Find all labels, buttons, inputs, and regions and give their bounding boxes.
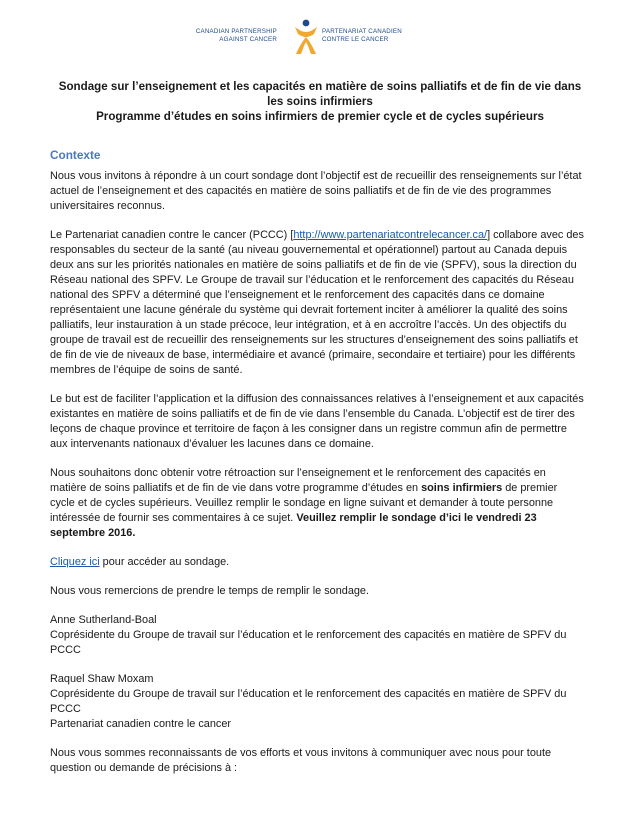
logo-en-line1: CANADIAN PARTNERSHIP: [195, 28, 277, 35]
logo-fr-line1: PARTENARIAT CANADIEN: [322, 28, 402, 35]
document-title: [40, 79, 600, 124]
logo-fr-line2: CONTRE LE CANCER: [322, 36, 389, 43]
title-line2: les soins infirmiers: [267, 95, 373, 108]
section-heading: Contexte: [50, 148, 101, 162]
signature-2: [50, 672, 585, 732]
paragraph-contact: Nous vous sommes reconnaissants de vos efforts et vous invitons à communiquer avec nous pour toute question ou demande de précisions à :: [50, 747, 552, 774]
signature-2-role: Coprésidente du Groupe de travail sur l’éducation et le renforcement des capacités en matière de SPFV du PCCC: [50, 688, 567, 715]
signature-2-name: Raquel Shaw Moxam: [50, 673, 154, 685]
logo-en-line2: AGAINST CANCER: [219, 36, 277, 43]
request-part2: de premier cycle et de cycles supérieurs. Veuillez remplir le sondage en ligne suivant et demander à toute personne intéressée de fournir ses commentaires à ce sujet.: [50, 482, 558, 524]
request-part1: Nous souhaitons donc obtenir votre rétroaction sur l’enseignement et le renforcement des capacités en matière de soins palliatifs et de fin de vie dans votre programme d’études en: [50, 467, 546, 494]
document-body: [50, 169, 585, 790]
title-line3: Programme d’études en soins infirmiers de premier cycle et de cycles supérieurs: [96, 110, 544, 123]
paragraph-pccc-after: ] collabore avec des responsables du secteur de la santé (au niveau gouvernemental et opérationnel) partout au Canada depuis deux ans sur les priorités nationales en matière de soins palliatifs et de fin de vie (SPFV), sous la direction du Réseau national des SPFV. Le Groupe de travail sur l’éducation et le renforcement des capacités du Réseau national des SPFV a déterminé que l’enseignement et le renforcement des capacités dans ce domaine représentaient une lacune générale du système qui devrait fortement inciter à améliorer la qualité des soins palliatifs, leur instauration à un stade précoce, leur intégration, et à en accroître l’accès. Un des objectifs du groupe de travail est de recueillir des renseignements sur les structures d’enseignement des soins palliatifs et de fin de vie de niveaux de base, intermédiaire et avancé (primaire, secondaire et tertiaire) pour les différents membres de l’équipe de soins de santé.: [50, 229, 584, 376]
signature-1-role: Coprésidente du Groupe de travail sur l’éducation et le renforcement des capacités en matière de SPFV du PCCC: [50, 629, 567, 656]
request-bold-program: soins infirmiers: [421, 482, 503, 494]
signature-1: [50, 613, 585, 658]
paragraph-survey-link: [50, 555, 585, 570]
request-deadline: Veuillez remplir le sondage d’ici le vendredi 23 septembre 2016.: [50, 512, 537, 539]
paragraph-pccc-before: Le Partenariat canadien contre le cancer (PCCC) [: [50, 229, 294, 241]
paragraph-pccc: [50, 228, 585, 378]
title-line1: Sondage sur l’enseignement et les capacités en matière de soins palliatifs et de fin de vie dans: [58, 80, 582, 93]
paragraph-goal: Le but est de faciliter l’application et la diffusion des connaissances relatives à l’enseignement et aux capacités existantes en matière de soins palliatifs et de fin de vie dans l’ensemble du Canada. L’objectif est de tirer des leçons de chaque province et territoire de façon à les consigner dans un registre commun afin de permettre aux intervenants nationaux d’évaluer les lacunes dans ce domaine.: [50, 393, 584, 450]
paragraph-thanks: Nous vous remercions de prendre le temps de remplir le sondage.: [50, 585, 370, 597]
partnership-logo-icon: [292, 18, 320, 56]
logo-text-french: [322, 28, 402, 44]
paragraph-request: [50, 466, 585, 541]
survey-link[interactable]: Cliquez ici: [50, 556, 100, 568]
paragraph-intro: Nous vous invitons à répondre à un court sondage dont l’objectif est de recueillir des renseignements sur l’état actuel de l’enseignement et des capacités en matière de soins palliatifs et de fin de vie des programmes universitaires reconnus.: [50, 170, 582, 212]
signature-1-name: Anne Sutherland-Boal: [50, 614, 157, 626]
survey-link-after: pour accéder au sondage.: [99, 556, 230, 568]
pccc-website-link[interactable]: http://www.partenariatcontrelecancer.ca/: [293, 229, 488, 241]
logo-text-english: [196, 28, 277, 44]
logo-header: [0, 14, 633, 56]
signature-2-org: Partenariat canadien contre le cancer: [50, 718, 232, 730]
